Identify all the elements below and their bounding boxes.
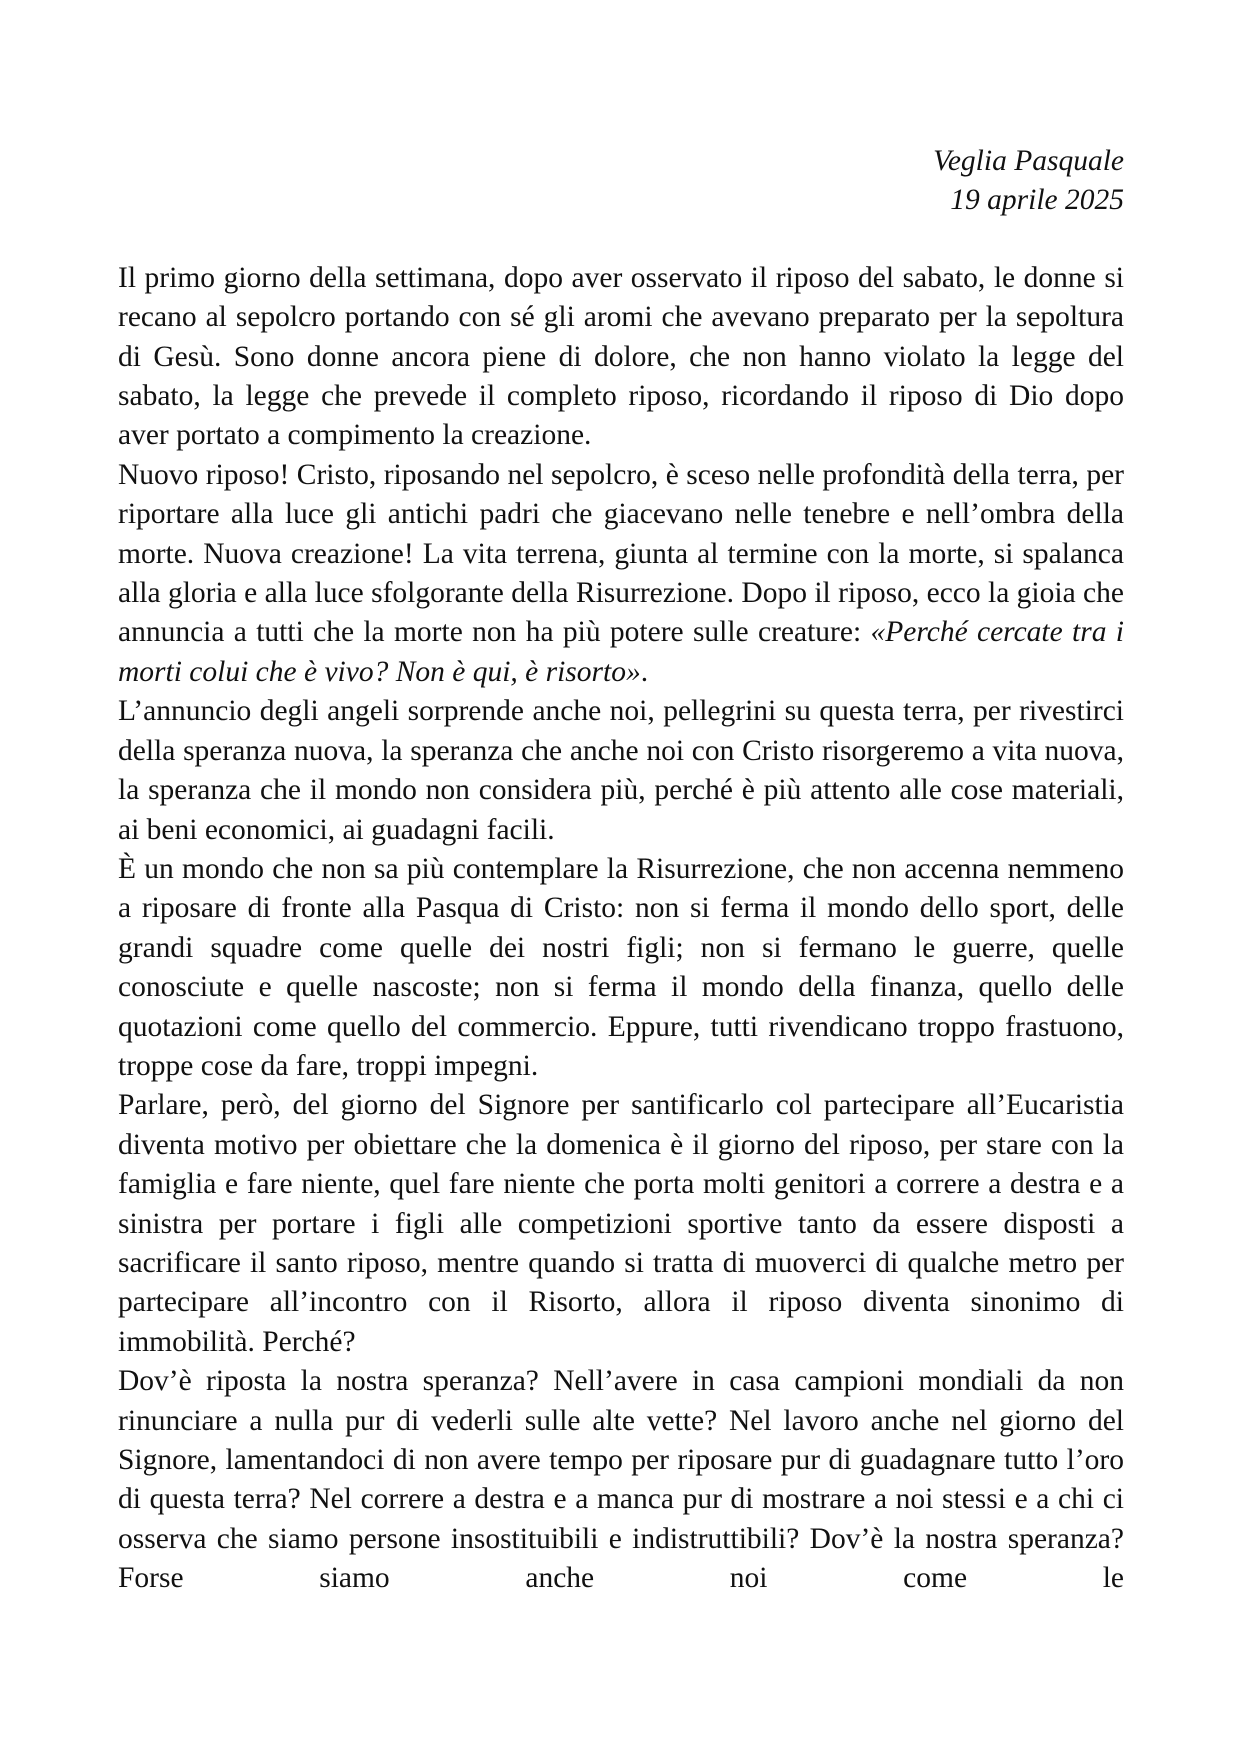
paragraph-2-end: . [640,655,649,688]
document-date: 19 aprile 2025 [950,184,1124,217]
paragraph-2 [118,456,1124,692]
paragraph-3: L’annuncio degli angeli sorprende anche noi, pellegrini su questa terra, per rivestirci della speranza nuova, la speranza che anche noi con Cristo risorgeremo a vita nuova, la speranza che il mondo non considera più, perché è più attento alle cose materiali, ai beni economici, ai guadagni facili. [118,695,1124,846]
paragraph-4: È un mondo che non sa più contemplare la Risurrezione, che non accenna nemmeno a riposare di fronte alla Pasqua di Cristo: non si ferma il mondo dello sport, delle grandi squadre come quelle dei nostri figli; non si fermano le guerre, quelle conosciute e quelle nascoste; non si ferma il mondo della finanza, quello delle quotazioni come quello del commercio. Eppure, tutti rivendicano troppo frastuono, troppe cose da fare, troppi impegni. [118,852,1124,1082]
document-page [118,142,1124,1599]
paragraph-1: Il primo giorno della settimana, dopo aver osservato il riposo del sabato, le donne si recano al sepolcro portando con sé gli aromi che avevano preparato per la sepoltura di Gesù. Sono donne ancora piene di dolore, che non hanno violato la legge del sabato, la legge che prevede il completo riposo, ricordando il riposo di Dio dopo aver portato a compimento la creazione. [118,261,1124,452]
gospel-quote: «Perché cercate tra i morti colui che è vivo? Non è qui, è risorto» [118,616,1124,688]
paragraph-5: Parlare, però, del giorno del Signore per santificarlo col partecipare all’Eucaristia diventa motivo per obiettare che la domenica è il giorno del riposo, per stare con la famiglia e fare niente, quel fare niente che porta molti genitori a correre a destra e a sinistra per portare i figli alle competizioni sportive tanto da essere disposti a sacrificare il santo riposo, mentre quando si tratta di muoverci di qualche metro per partecipare all’incontro con il Risorto, allora il riposo diventa sinonimo di immobilità. Perché? [118,1089,1124,1358]
document-heading [118,142,1124,221]
occasion-title: Veglia Pasquale [933,145,1124,177]
paragraph-6: Dov’è riposta la nostra speranza? Nell’avere in casa campioni mondiali da non rinunciare a nulla pur di vederli sulle alte vette? Nel lavoro anche nel giorno del Signore, lamentandoci di non avere tempo per riposare pur di guadagnare tutto l’oro di questa terra? Nel correre a destra e a manca pur di mostrare a noi stessi e a chi ci osserva che siamo persone insostituibili e indistruttibili? Dov’è la nostra speranza? Forse siamo anche noi come le [118,1365,1124,1595]
paragraph-2-text: Nuovo riposo! Cristo, riposando nel sepolcro, è sceso nelle profondità della terra, per riportare alla luce gli antichi padri che giacevano nelle tenebre e nell’ombra della morte. Nuova creazione! La vita terrena, giunta al termine con la morte, si spalanca alla gloria e alla luce sfolgorante della Risurrezione. Dopo il riposo, ecco la gioia che annuncia a tutti che la morte non ha più potere sulle creature: [118,458,1124,649]
